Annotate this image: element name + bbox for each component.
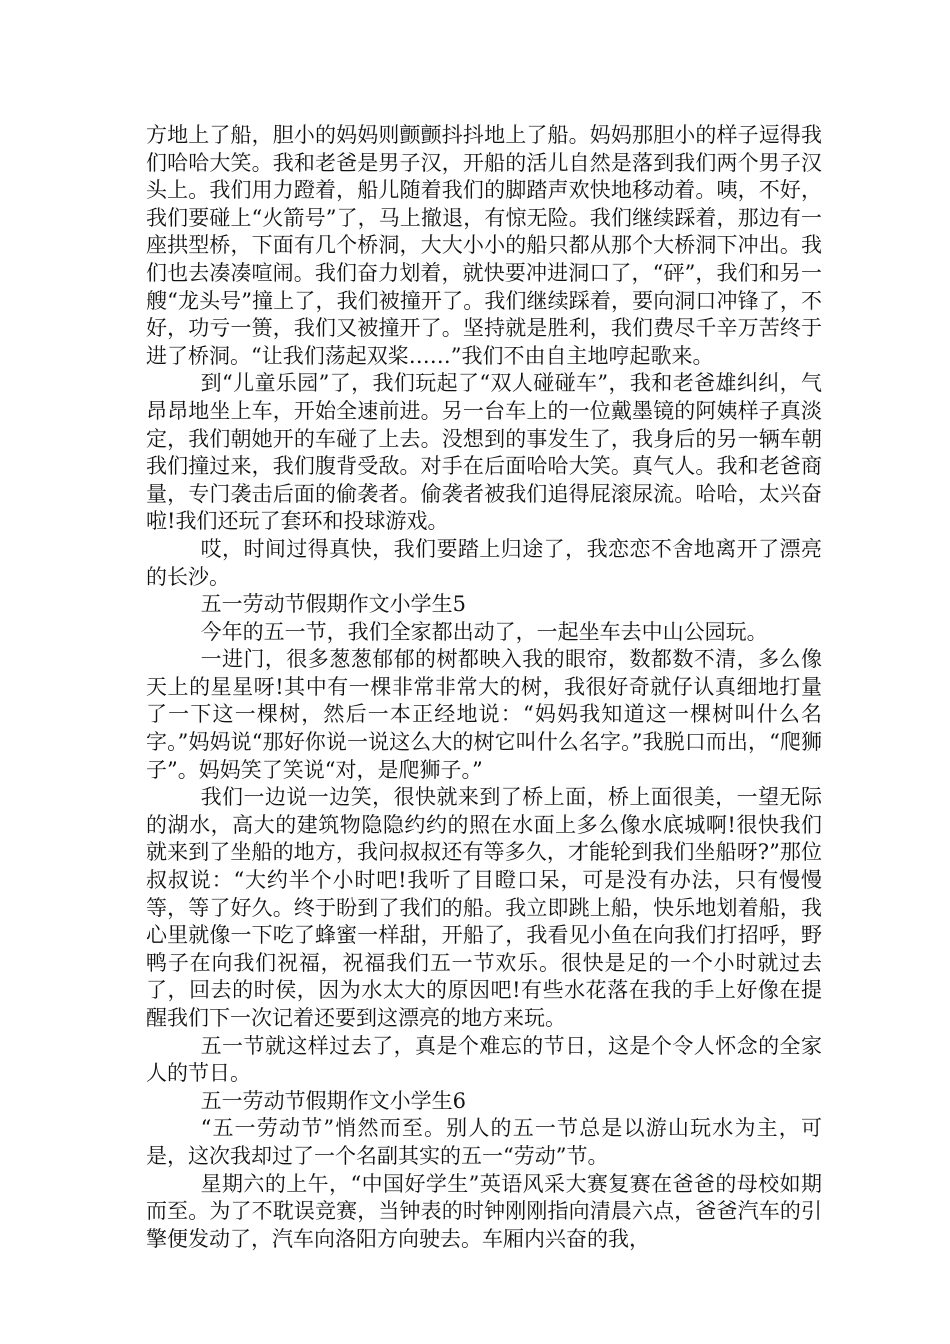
paragraph-boat-ride: 我们一边说一边笑，很快就来到了桥上面，桥上面很美，一望无际的湖水，高大的建筑物隐隐约约的照在水面上多么像水底城啊!很快我们就来到了坐船的地方，我问叔叔还有等多久，才能轮到我们坐船呀?”那位叔叔说：“大约半个小时吧!我听了目瞪口呆，可是没有办法，只有慢慢等，等了好久。终于盼到了我们的船。我立即跳上船，快乐地划着船，我心里就像一下吃了蜂蜜一样甜，开船了，我看见小鱼在向我们打招呼，野鸭子在向我们祝福，祝福我们五一节欢乐。很快是足的一个小时就过去了，回去的时侯，因为水太大的原因吧!有些水花落在我的手上好像在提醒我们下一次记着还要到这漂亮的地方来玩。 [146, 785, 822, 1030]
essay-heading-5: 五一劳动节假期作文小学生5 [200, 592, 466, 617]
document-page [146, 122, 822, 1253]
paragraph-labor-day: “五一劳动节”悄然而至。别人的五一节总是以游山玩水为主，可是，这次我却过了一个名副其实的五一“劳动”节。 [146, 1116, 822, 1168]
paragraph-saturday-contest: 星期六的上午，“中国好学生”英语风采大赛复赛在爸爸的母校如期而至。为了不耽误竞赛，当钟表的时钟刚刚指向清晨六点，爸爸汽车的引擎便发动了，汽车向洛阳方向驶去。车厢内兴奋的我， [146, 1171, 822, 1251]
paragraph-zhongshan-park: 今年的五一节，我们全家都出动了，一起坐车去中山公园玩。 [200, 619, 768, 644]
paragraph-leaving-changsha: 哎，时间过得真快，我们要踏上归途了，我恋恋不舍地离开了漂亮的长沙。 [146, 536, 822, 589]
paragraph-memorable-day: 五一节就这样过去了，真是个难忘的节日，这是个令人怀念的全家人的节日。 [146, 1033, 822, 1086]
paragraph-continued: 方地上了船，胆小的妈妈则颤颤抖抖地上了船。妈妈那胆小的样子逗得我们哈哈大笑。我和老爸是男子汉，开船的活儿自然是落到我们两个男子汉头上。我们用力蹬着，船儿随着我们的脚踏声欢快地移动着。咦，不好，我们要碰上“火箭号”了，马上撤退，有惊无险。我们继续踩着，那边有一座拱型桥，下面有几个桥洞，大大小小的船只都从那个大桥洞下冲出。我们也去凑凑喧闹。我们奋力划着，就快要冲进洞口了，“砰”，我们和另一艘“龙头号”撞上了，我们被撞开了。我们继续踩着，要向洞口冲锋了，不好，功亏一篑，我们又被撞开了。坚持就是胜利，我们费尽千辛万苦终于进了桥洞。“让我们荡起双桨……”我们不由自主地哼起歌来。 [146, 123, 822, 368]
paragraph-big-tree: 一进门，很多葱葱郁郁的树都映入我的眼帘，数都数不清，多么像天上的星星呀!其中有一棵非常非常大的树，我很好奇就仔认真细地打量了一下这一棵树，然后一本正经地说：“妈妈我知道这一棵树叫什么名字。”妈妈说“那好你说一说这么大的树它叫什么名字。”我脱口而出，“爬狮子”。妈妈笑了笑说“对，是爬狮子。” [146, 647, 822, 782]
essay-heading-6: 五一劳动节假期作文小学生6 [200, 1088, 466, 1113]
paragraph-bumper-cars: 到“儿童乐园”了，我们玩起了“双人碰碰车”，我和老爸雄纠纠，气昂昂地坐上车，开始全速前进。另一台车上的一位戴墨镜的阿姨样子真淡定，我们朝她开的车碰了上去。没想到的事发生了，我身后的另一辆车朝我们撞过来，我们腹背受敌。对手在后面哈哈大笑。真气人。我和老爸商量，专门袭击后面的偷袭者。偷袭者被我们追得屁滚尿流。哈哈，太兴奋啦!我们还玩了套环和投球游戏。 [146, 371, 822, 534]
